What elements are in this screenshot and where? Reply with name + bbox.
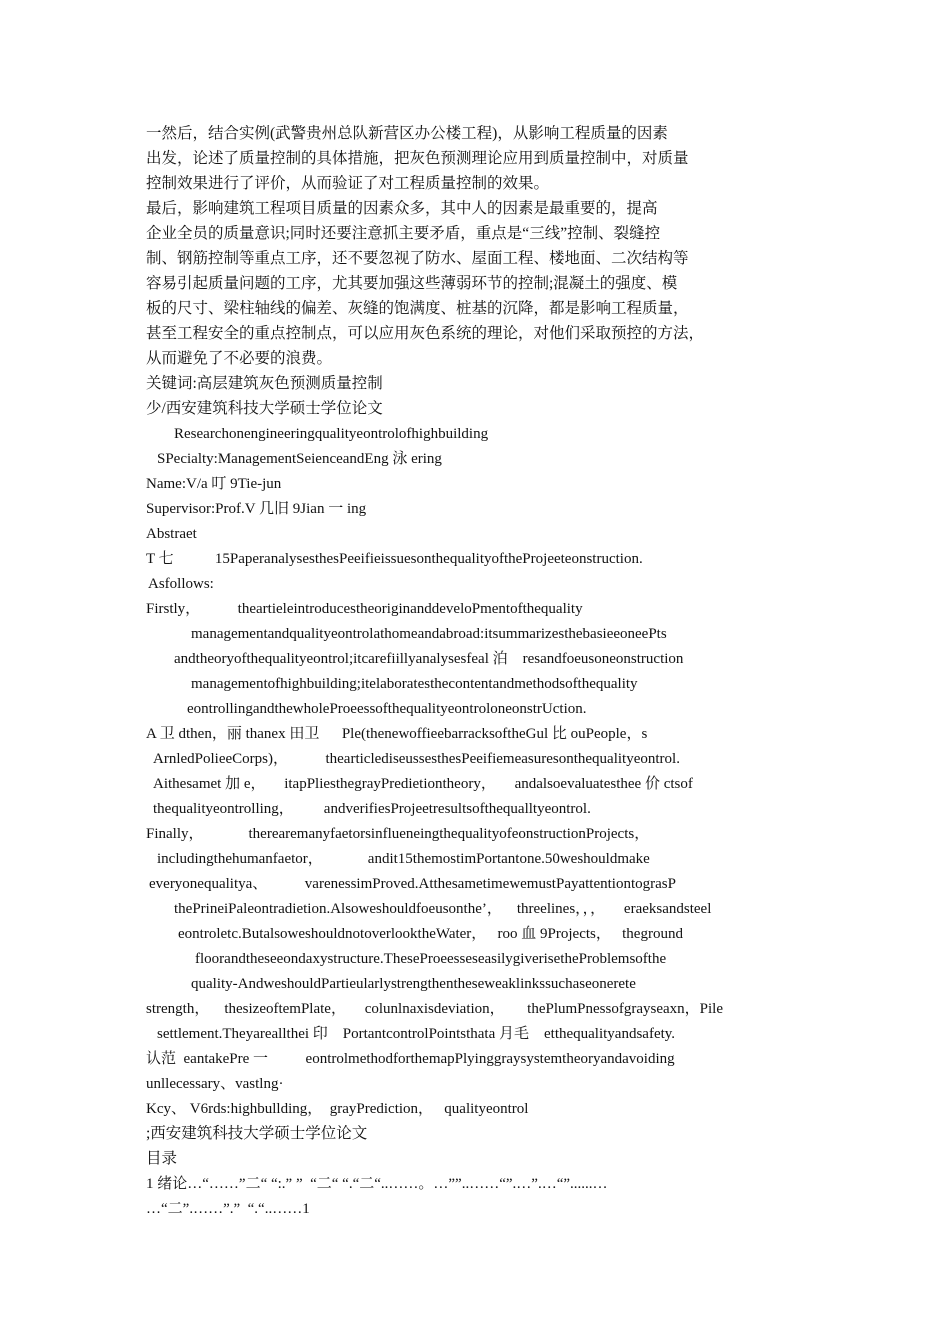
english-title: Researchonengineeringqualityeontrolofhighbuilding	[174, 426, 489, 442]
en-line-4: managementandqualityeontrolathomeandabroad:itsummarizesthebasieeoneePts	[191, 626, 667, 642]
en-line-13: includingthehumanfaetor， andit15themostimPortantone.50weshouldmake	[157, 851, 650, 867]
en-line-18: quality-AndweshouldPartieularlystrengthentheseweaklinkssuchaseonerete	[191, 976, 636, 992]
toc-entry-1: 1 绪论…“……”二“ “:.” ” “二“ “.“二“..……。…””..……“”.…”.…“”......…	[146, 1176, 608, 1192]
abstract-line-6: 制、钢筋控制等重点工序，还不要忽视了防水、屋面工程、楼地面、二次结构等	[146, 250, 689, 267]
en-line-15: thePrineiPaleontradietion.Alsoweshouldfoeusonthe’， threelines，，， eraeksandsteel	[174, 901, 712, 917]
en-line-1: T 七 15PaperanalysesthesPeeifieissuesonthequalityoftheProjeeteonstruction.	[146, 551, 643, 567]
abstract-line-4: 最后，影响建筑工程项目质量的因素众多，其中人的因素是最重要的，提高	[146, 200, 658, 217]
en-line-5: andtheoryofthequalityeontrol;itcarefiillyanalysesfeal 泊 resandfoeusoneonstruction	[174, 651, 684, 667]
en-line-20: settlement.Theyareallthei 印 PortantcontrolPointsthata 月毛 etthequalityandsafety.	[157, 1026, 676, 1042]
toc-entry-1-cont: …“二”.……”.” “.“..……1	[146, 1201, 310, 1217]
abstract-line-7: 容易引起质量问题的工序，尤其要加强这些薄弱环节的控制;混凝土的强度、模	[146, 275, 678, 292]
running-header-1: 少/西安建筑科技大学硕士学位论文	[146, 400, 383, 417]
abstract-line-9: 甚至工程安全的重点控制点，可以应用灰色系统的理论，对他们采取预控的方法，	[146, 325, 705, 342]
en-line-2: Asfollows:	[148, 576, 214, 592]
en-line-3: Firstly， theartieleintroducestheoriginanddeveloPmentofthequality	[146, 601, 583, 617]
en-line-14: everyonequalitya、 varenessimProved.AtthesametimewemustPayattentiontograsP	[149, 876, 676, 892]
keywords-en: Kcy、 V6rds:highbullding， grayPrediction， qualityeontrol	[146, 1101, 529, 1117]
abstract-line-8: 板的尺寸、梁柱轴线的偏差、灰缝的饱满度、桩基的沉降，都是影响工程质量，	[146, 300, 689, 317]
en-line-22: unllecessary、vastlng·	[146, 1076, 284, 1092]
abstract-line-10: 从而避免了不必要的浪费。	[146, 350, 333, 367]
en-line-16: eontroletc.ButalsoweshouldnotoverlooktheWater， roo 血 9Projects， theground	[178, 926, 683, 942]
en-line-10: Aithesamet 加 e， itapPliesthegrayPredietiontheory， andalsoevaluatesthee 价 ctsof	[153, 776, 693, 792]
abstract-line-1: 一然后，结合实例(武警贵州总队新营区办公楼工程)，从影响工程质量的因素	[146, 125, 668, 142]
en-line-11: thequalityeontrolling， andverifiesProjeetresultsofthequalltyeontrol.	[153, 801, 591, 817]
running-header-2: ;西安建筑科技大学硕士学位论文	[146, 1125, 368, 1142]
abstract-heading: Abstraet	[146, 526, 197, 542]
en-line-8: A 卫 dthen，丽 thanex 田卫 Ple(thenewoffieebarracksoftheGul 比 ouPeople，s	[146, 726, 648, 742]
en-line-12: Finally， therearemanyfaetorsinflueneingthequalityofeonstructionProjects，	[146, 826, 650, 842]
abstract-line-2: 出发，论述了质量控制的具体措施，把灰色预测理论应用到质量控制中，对质量	[146, 150, 689, 167]
supervisor-line: Supervisor:Prof.V 几旧 9Jian 一 ing	[146, 501, 367, 517]
abstract-line-3: 控制效果进行了评价，从而验证了对工程质量控制的效果。	[146, 175, 550, 192]
en-line-7: eontrollingandthewholeProeessofthequalityeontroloneonstrUction.	[187, 701, 587, 717]
en-line-17: floorandtheseeondaxystructure.TheseProeesseseasilygiverisetheProblemsofthe	[195, 951, 667, 967]
specialty-line: SPecialty:ManagementSeienceandEng 泳 ering	[157, 451, 442, 467]
en-line-21: 认范 eantakePre 一 eontrolmethodforthemapPlyinggraysystemtheoryandavoiding	[146, 1051, 675, 1067]
en-line-6: managementofhighbuilding;itelaboratesthecontentandmethodsofthequality	[191, 676, 638, 692]
toc-heading: 目录	[146, 1150, 178, 1167]
abstract-line-5: 企业全员的质量意识;同时还要注意抓主要矛盾，重点是“三线”控制、裂缝控	[146, 225, 661, 242]
en-line-19: strength， thesizeoftemPlate， colunlnaxisdeviation， thePlumPnessofgrayseaxn，Pile	[146, 1001, 723, 1017]
name-line: Name:V/a 叮 9Tie-jun	[146, 476, 282, 492]
keywords-cn: 关键词:高层建筑灰色预测质量控制	[146, 375, 383, 392]
en-line-9: ArnledPolieeCorps)， thearticlediseussesthesPeeifiemeasuresonthequalityeontrol.	[153, 751, 680, 767]
